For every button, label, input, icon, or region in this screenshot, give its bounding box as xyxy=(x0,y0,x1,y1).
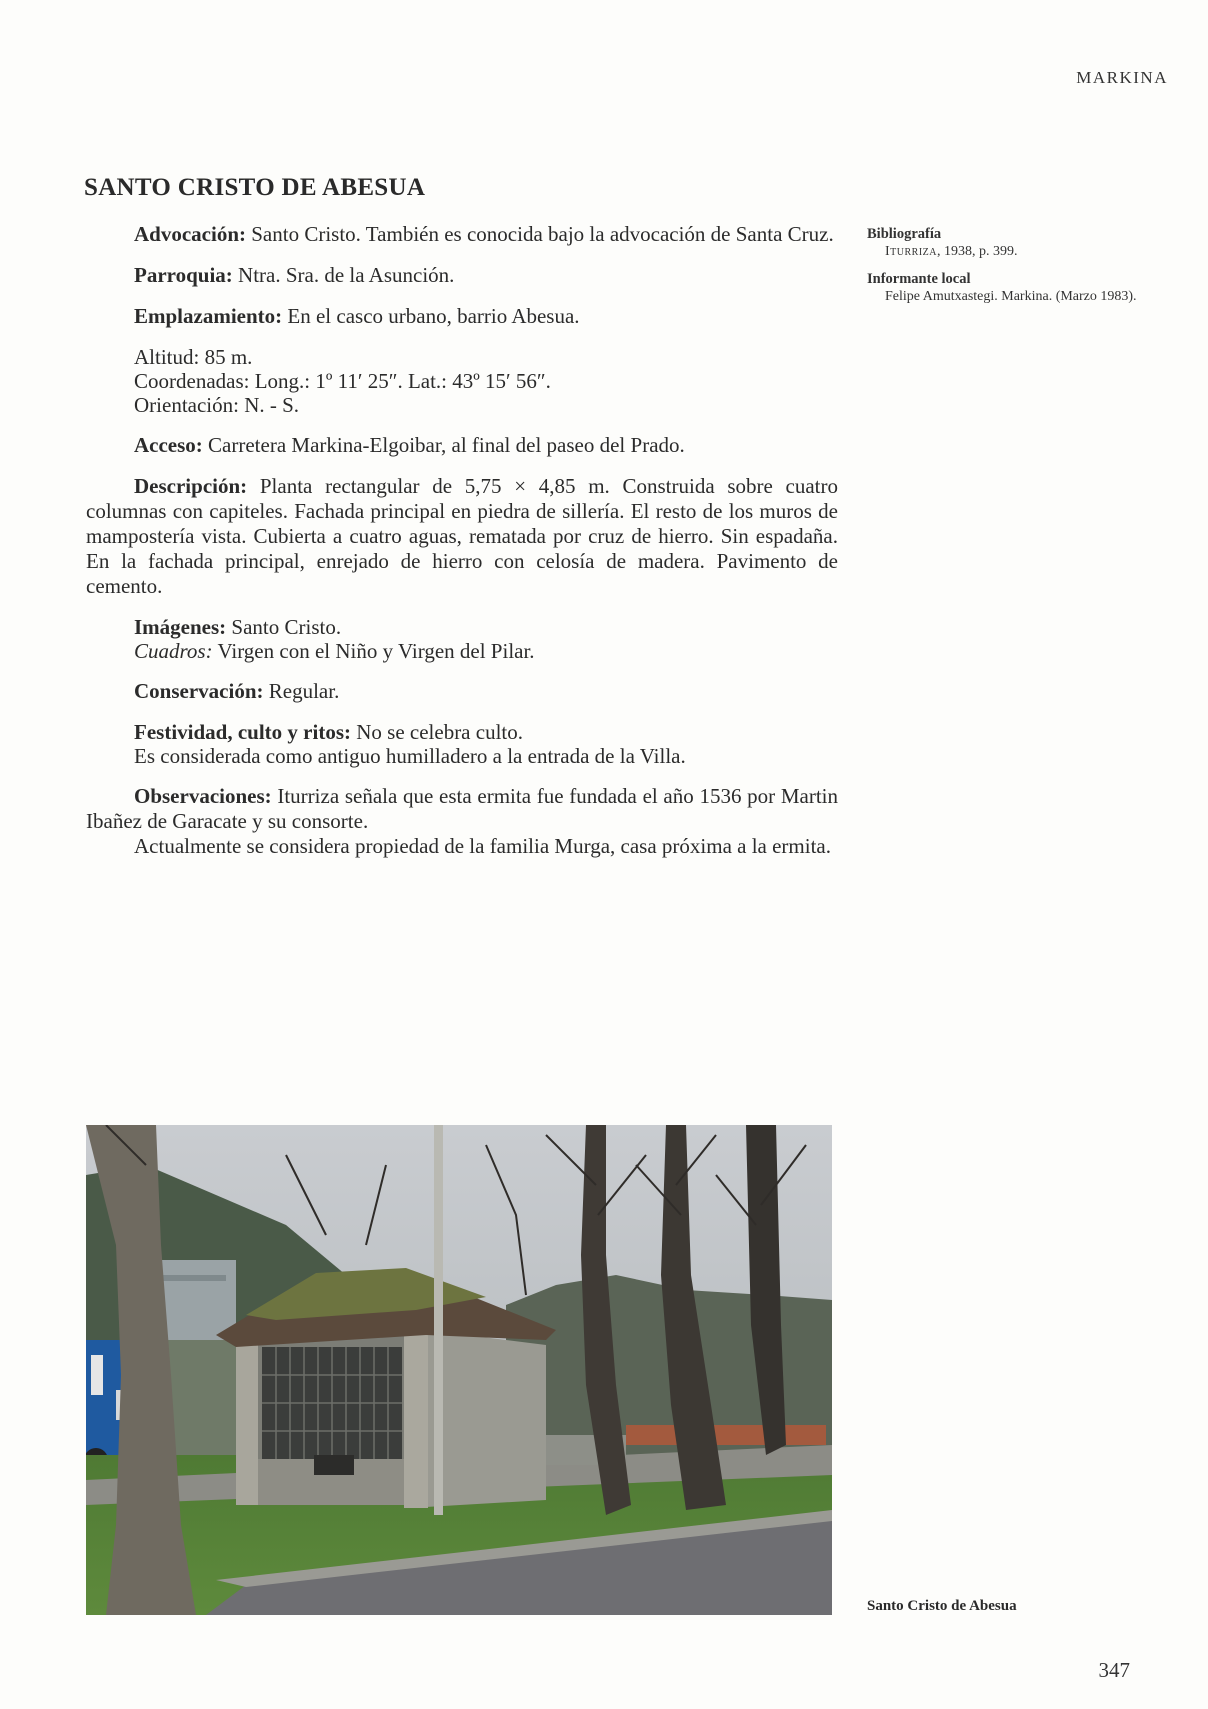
festividad-block xyxy=(134,720,838,768)
running-head: MARKINA xyxy=(1076,68,1168,87)
coordenadas-line: Coordenadas: Long.: 1º 11′ 25″. Lat.: 43º 15′ 56″. xyxy=(134,369,551,393)
conservacion-text: Regular. xyxy=(268,679,340,703)
conservacion-label: Conservación: xyxy=(134,679,264,703)
advocacion-label: Advocación: xyxy=(134,222,246,246)
conservacion-paragraph xyxy=(86,679,838,704)
parroquia-label: Parroquia: xyxy=(134,263,233,287)
festividad-line xyxy=(134,720,838,744)
bibliografia-label: Bibliografía xyxy=(867,226,942,242)
emplazamiento-paragraph xyxy=(86,304,838,329)
page-number: 347 xyxy=(1098,1658,1130,1682)
acceso-text: Carretera Markina-Elgoibar, al final del paseo del Prado. xyxy=(208,433,685,457)
bibliografia-author: Iturriza xyxy=(885,244,937,259)
altitud-line: Altitud: 85 m. xyxy=(134,345,253,369)
advocacion-paragraph xyxy=(86,222,838,247)
advocacion-text: Santo Cristo. También es conocida bajo la advocación de Santa Cruz. xyxy=(251,222,834,246)
imagenes-text: Santo Cristo. xyxy=(231,615,342,639)
cuadros-label: Cuadros: xyxy=(134,639,213,663)
acceso-paragraph xyxy=(86,433,838,458)
orientacion-line: Orientación: N. - S. xyxy=(134,393,300,417)
imagenes-label: Imágenes: xyxy=(134,615,227,639)
descripcion-text: Planta rectangular de 5,75 × 4,85 m. Construida sobre cuatro columnas con capiteles. Fachada principal en piedra de sillería. El resto de los muros de mampostería vista. Cubierta a cuatro aguas, rematada por cruz de hierro. Sin espadaña. En la fachada principal, enrejado de hierro con celosía de madera. Pavimento de cemento. xyxy=(86,474,839,598)
acceso-label: Acceso: xyxy=(134,433,203,457)
cuadros-line xyxy=(134,639,838,663)
parroquia-text: Ntra. Sra. de la Asunción. xyxy=(238,263,455,287)
observaciones-text: Iturriza señala que esta ermita fue fundada el año 1536 por Martin Ibañez de Garacate y su consorte. xyxy=(86,784,838,833)
informante-label: Informante local xyxy=(867,271,971,287)
festividad-label: Festividad, culto y ritos: xyxy=(134,720,351,744)
imagenes-block xyxy=(134,615,838,663)
observaciones-paragraph-2: Actualmente se considera propiedad de la familia Murga, casa próxima a la ermita. xyxy=(134,834,831,858)
hermitage-photo xyxy=(86,1125,832,1615)
observaciones-paragraph xyxy=(86,784,838,834)
emplazamiento-text: En el casco urbano, barrio Abesua. xyxy=(287,304,580,328)
festividad-text: No se celebra culto. xyxy=(356,720,523,744)
bibliografia-rest: , 1938, p. 399. xyxy=(937,244,1018,259)
parroquia-paragraph xyxy=(86,263,838,288)
page-title: SANTO CRISTO DE ABESUA xyxy=(84,174,426,201)
figure-caption: Santo Cristo de Abesua xyxy=(867,1598,1017,1614)
imagenes-line xyxy=(134,615,838,639)
main-text xyxy=(86,222,838,875)
cuadros-text: Virgen con el Niño y Virgen del Pilar. xyxy=(217,639,535,663)
descripcion-paragraph xyxy=(86,474,838,599)
location-block xyxy=(134,345,838,417)
sidebar xyxy=(867,226,1167,316)
observaciones-label: Observaciones: xyxy=(134,784,272,808)
descripcion-label: Descripción: xyxy=(134,474,248,498)
emplazamiento-label: Emplazamiento: xyxy=(134,304,283,328)
festividad-line-2: Es considerada como antiguo humilladero a la entrada de la Villa. xyxy=(134,744,686,768)
informante-text: Felipe Amutxastegi. Markina. (Marzo 1983). xyxy=(885,289,1137,304)
bibliografia-entry xyxy=(867,243,1167,260)
